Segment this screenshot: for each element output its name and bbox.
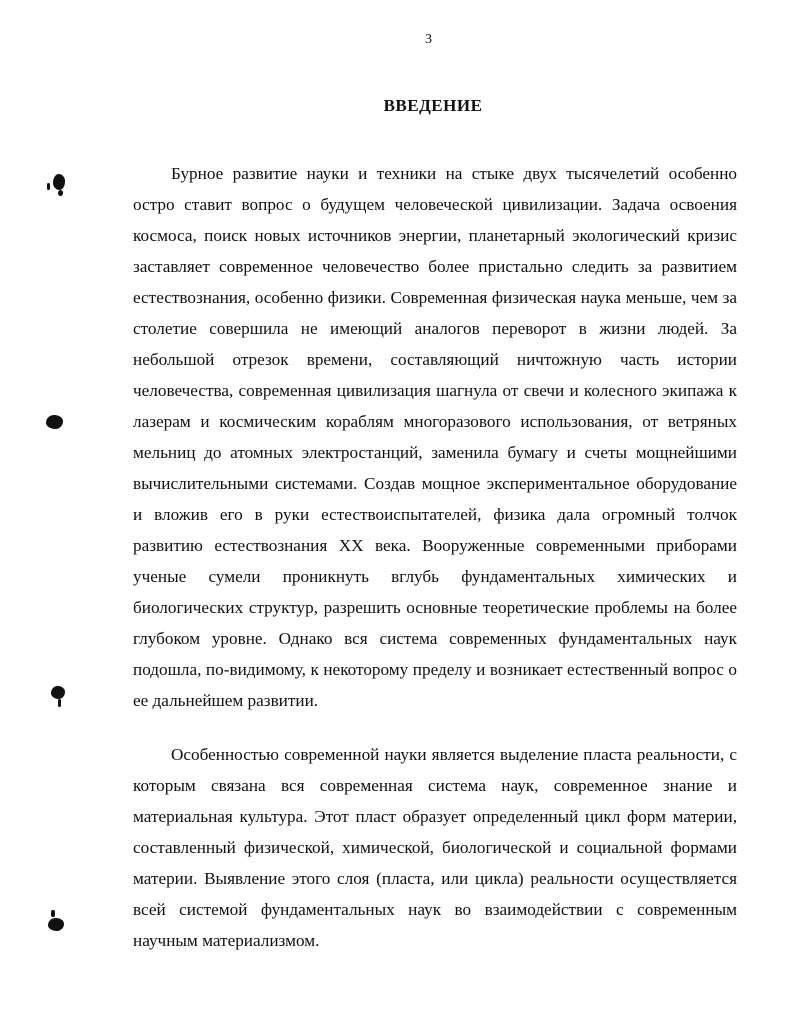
page-title: ВВЕДЕНИЕ — [383, 96, 483, 115]
page-number: 3 — [425, 32, 432, 47]
paragraph-2: Особенностью современной науки является выделение пласта реальности, с которым связана вся современная система наук, современное знание и материальная культура. Этот пласт образует определенный цикл форм материи, составленный физической, химической, биологической и социальной формами материи. Выявление этого слоя (пласта, или цикла) реальности осуществляется всей системой фундаментальных наук во взаимодействии с современным научным материализмом. — [133, 745, 737, 950]
paragraph-1: Бурное развитие науки и техники на стыке двух тысячелетий особенно остро ставит вопрос о будущем человеческой цивилизации. Задача освоения космоса, поиск новых источников энергии, планетарный экологический кризис заставляет современное человечество более пристально следить за развитием естествознания, особенно физики. Современная физическая наука меньше, чем за столетие совершила не имеющий аналогов переворот в жизни людей. За небольшой отрезок времени, составляющий ничтожную часть истории человечества, современная цивилизация шагнула от свечи и колесного экипажа к лазерам и космическим кораблям многоразового использования, от ветряных мельниц до атомных электростанций, заменила бумагу и счеты мощнейшими вычислительными системами. Создав мощное экспериментальное оборудование и вложив его в руки естествоиспытателей, физика дала огромный толчок развитию естествознания XX века. Вооруженные современными приборами ученые сумели проникнуть вглубь фундаментальных химических и биологических структур, разрешить основные теоретические проблемы на более глубоком уровне. Однако вся система современных фундаментальных наук подошла, по-видимому, к некоторому пределу и возникает естественный вопрос о ее дальнейшем развитии. — [133, 164, 737, 710]
